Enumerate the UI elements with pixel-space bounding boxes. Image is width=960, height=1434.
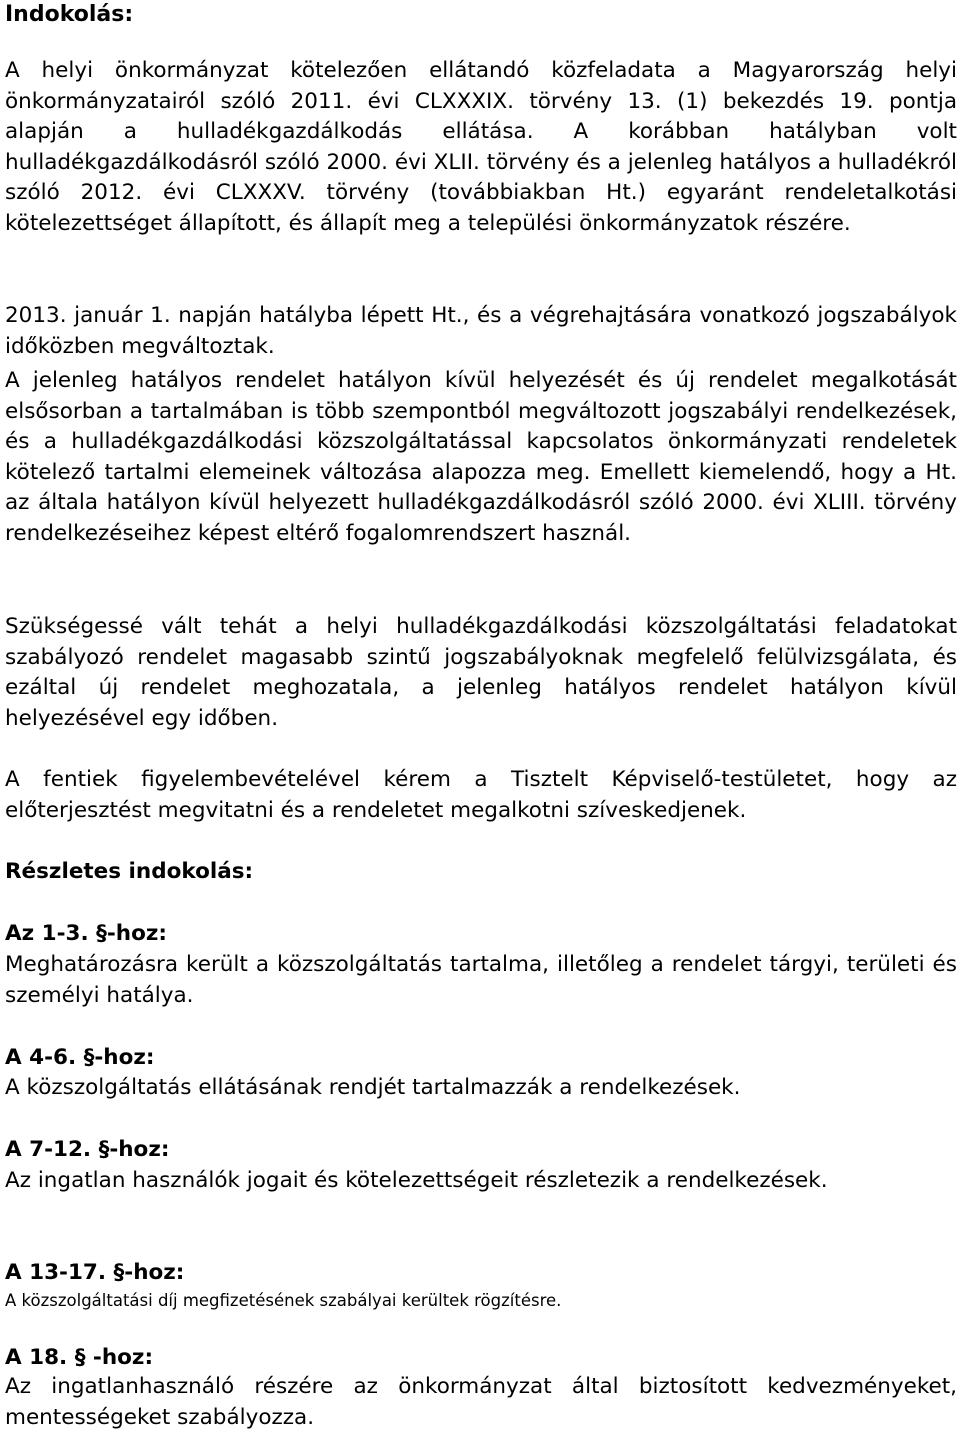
section-title-7-12: A 7-12. §-hoz: (5, 1137, 170, 1162)
paragraph-intro: A helyi önkormányzat kötelezően ellátandó közfeladata a Magyarország helyi önkormányzatairól szóló 2011. évi CLXXXIX. törvény 13. (1) bekezdés 19. pontja alapján a hulladékgazdálkodás ellátása. A korábban hatályban volt hulladékgazdálkodásról szóló 2000. évi XLII. törvény és a jelenleg hatályos a hulladékról szóló 2012. évi CLXXXV. törvény (továbbiakban Ht.) egyaránt rendeletalkotási kötelezettséget állapított, és állapít meg a települési önkormányzatok részére. (5, 58, 957, 236)
heading-indokolas: Indokolás: (5, 2, 134, 27)
paragraph-reasons: A jelenleg hatályos rendelet hatályon kívül helyezését és új rendelet megalkotását elsősorban a tartalmában is több szempontból megváltozott jogszabályi rendelkezések, és a hulladékgazdálkodási közszolgáltatással kapcsolatos önkormányzati rendeletek kötelező tartalmi elemeinek változása alapozza meg. Emellett kiemelendő, hogy a Ht. az általa hatályon kívül helyezett hulladékgazdálkodásról szóló 2000. évi XLIII. törvény rendelkezéseihez képest eltérő fogalomrendszert használ. (5, 368, 957, 546)
section-text-13-17: A közszolgáltatási díj megfizetésének szabályai kerültek rögzítésre. (5, 1291, 562, 1310)
paragraph-request: A fentiek figyelembevételével kérem a Tisztelt Képviselő-testületet, hogy az előterjesztést megvitatni és a rendeletet megalkotni szíveskedjenek. (5, 767, 957, 823)
section-text-4-6: A közszolgáltatás ellátásának rendjét tartalmazzák a rendelkezések. (5, 1075, 741, 1100)
section-text-7-12: Az ingatlan használók jogait és kötelezettségeit részletezik a rendelkezések. (5, 1168, 828, 1193)
section-text-18: Az ingatlanhasználó részére az önkormányzat által biztosított kedvezményeket, mentességeket szabályozza. (5, 1374, 957, 1430)
heading-reszletes-indokolas: Részletes indokolás: (5, 859, 254, 884)
paragraph-ht-2013: 2013. január 1. napján hatályba lépett Ht., és a végrehajtására vonatkozó jogszabályok időközben megváltoztak. (5, 303, 957, 359)
section-title-13-17: A 13-17. §-hoz: (5, 1260, 185, 1285)
section-title-1-3: Az 1-3. §-hoz: (5, 921, 167, 946)
section-title-18: A 18. § -hoz: (5, 1345, 154, 1370)
section-text-1-3: Meghatározásra került a közszolgáltatás tartalma, illetőleg a rendelet tárgyi, területi és személyi hatálya. (5, 952, 957, 1008)
section-title-4-6: A 4-6. §-hoz: (5, 1045, 155, 1070)
paragraph-necessity: Szükségessé vált tehát a helyi hulladékgazdálkodási közszolgáltatási feladatokat szabályozó rendelet magasabb szintű jogszabályoknak megfelelő felülvizsgálata, és ezáltal új rendelet meghozatala, a jelenleg hatályos rendelet hatályon kívül helyezésével egy időben. (5, 614, 957, 731)
